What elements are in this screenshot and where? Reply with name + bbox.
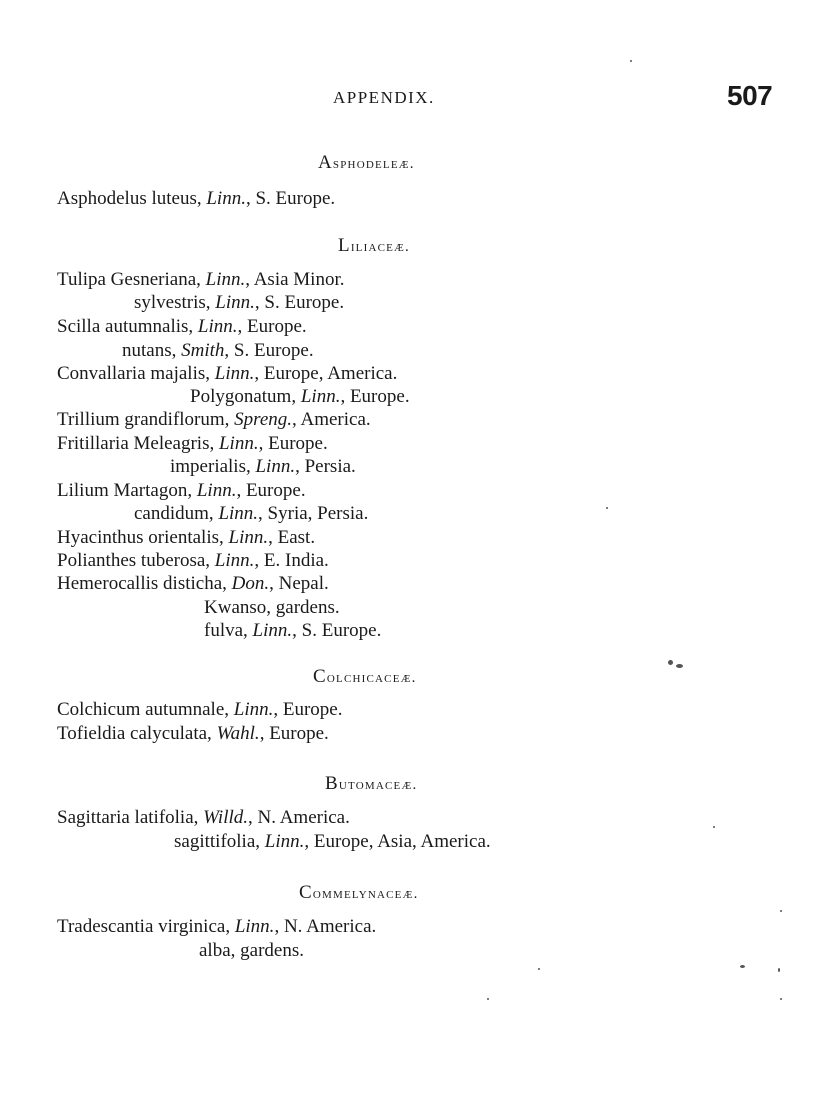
section-heading-butomaceae: Butomaceæ. xyxy=(325,773,418,794)
section-heading-colchicaceae: Colchicaceæ. xyxy=(313,666,417,687)
scan-speck xyxy=(538,968,540,970)
list-item: Fritillaria Meleagris, Linn., Europe. xyxy=(57,433,328,454)
list-item: Hyacinthus orientalis, Linn., East. xyxy=(57,527,316,548)
list-item: Tofieldia calyculata, Wahl., Europe. xyxy=(57,723,329,744)
list-item: Tradescantia virginica, Linn., N. America. xyxy=(57,916,377,937)
list-item: sylvestris, Linn., S. Europe. xyxy=(134,292,345,313)
list-item: Convallaria majalis, Linn., Europe, America. xyxy=(57,363,398,384)
list-item: alba, gardens. xyxy=(199,940,304,961)
list-item: Trillium grandiflorum, Spreng., America. xyxy=(57,409,371,430)
list-item: nutans, Smith, S. Europe. xyxy=(122,340,314,361)
list-item: Sagittaria latifolia, Willd., N. America. xyxy=(57,807,350,828)
scan-speck xyxy=(780,910,782,912)
section-heading-asphodeleae: Asphodeleæ. xyxy=(318,152,415,173)
list-item: Tulipa Gesneriana, Linn., Asia Minor. xyxy=(57,269,345,290)
list-item: Asphodelus luteus, Linn., S. Europe. xyxy=(57,188,336,209)
scan-speck xyxy=(740,965,745,968)
list-item: Kwanso, gardens. xyxy=(204,597,340,618)
scan-speck xyxy=(713,826,715,828)
list-item: imperialis, Linn., Persia. xyxy=(170,456,356,477)
scan-speck xyxy=(778,968,780,972)
list-item: Scilla autumnalis, Linn., Europe. xyxy=(57,316,307,337)
scan-speck xyxy=(630,60,632,62)
section-heading-commelynaceae: Commelynaceæ. xyxy=(299,882,419,903)
list-item: Polianthes tuberosa, Linn., E. India. xyxy=(57,550,329,571)
list-item: Polygonatum, Linn., Europe. xyxy=(190,386,410,407)
section-heading-liliaceae: Liliaceæ. xyxy=(338,235,410,256)
list-item: Colchicum autumnale, Linn., Europe. xyxy=(57,699,343,720)
scan-speck xyxy=(487,998,489,1000)
list-item: fulva, Linn., S. Europe. xyxy=(204,620,382,641)
page-number: 507 xyxy=(727,80,773,111)
scan-speck xyxy=(606,507,608,509)
list-item: candidum, Linn., Syria, Persia. xyxy=(134,503,369,524)
scan-speck xyxy=(676,664,683,668)
running-title: APPENDIX. xyxy=(333,88,435,107)
list-item: Hemerocallis disticha, Don., Nepal. xyxy=(57,573,329,594)
scan-speck xyxy=(668,660,673,665)
list-item: sagittifolia, Linn., Europe, Asia, America. xyxy=(174,831,491,852)
scan-speck xyxy=(780,998,782,1000)
list-item: Lilium Martagon, Linn., Europe. xyxy=(57,480,306,501)
